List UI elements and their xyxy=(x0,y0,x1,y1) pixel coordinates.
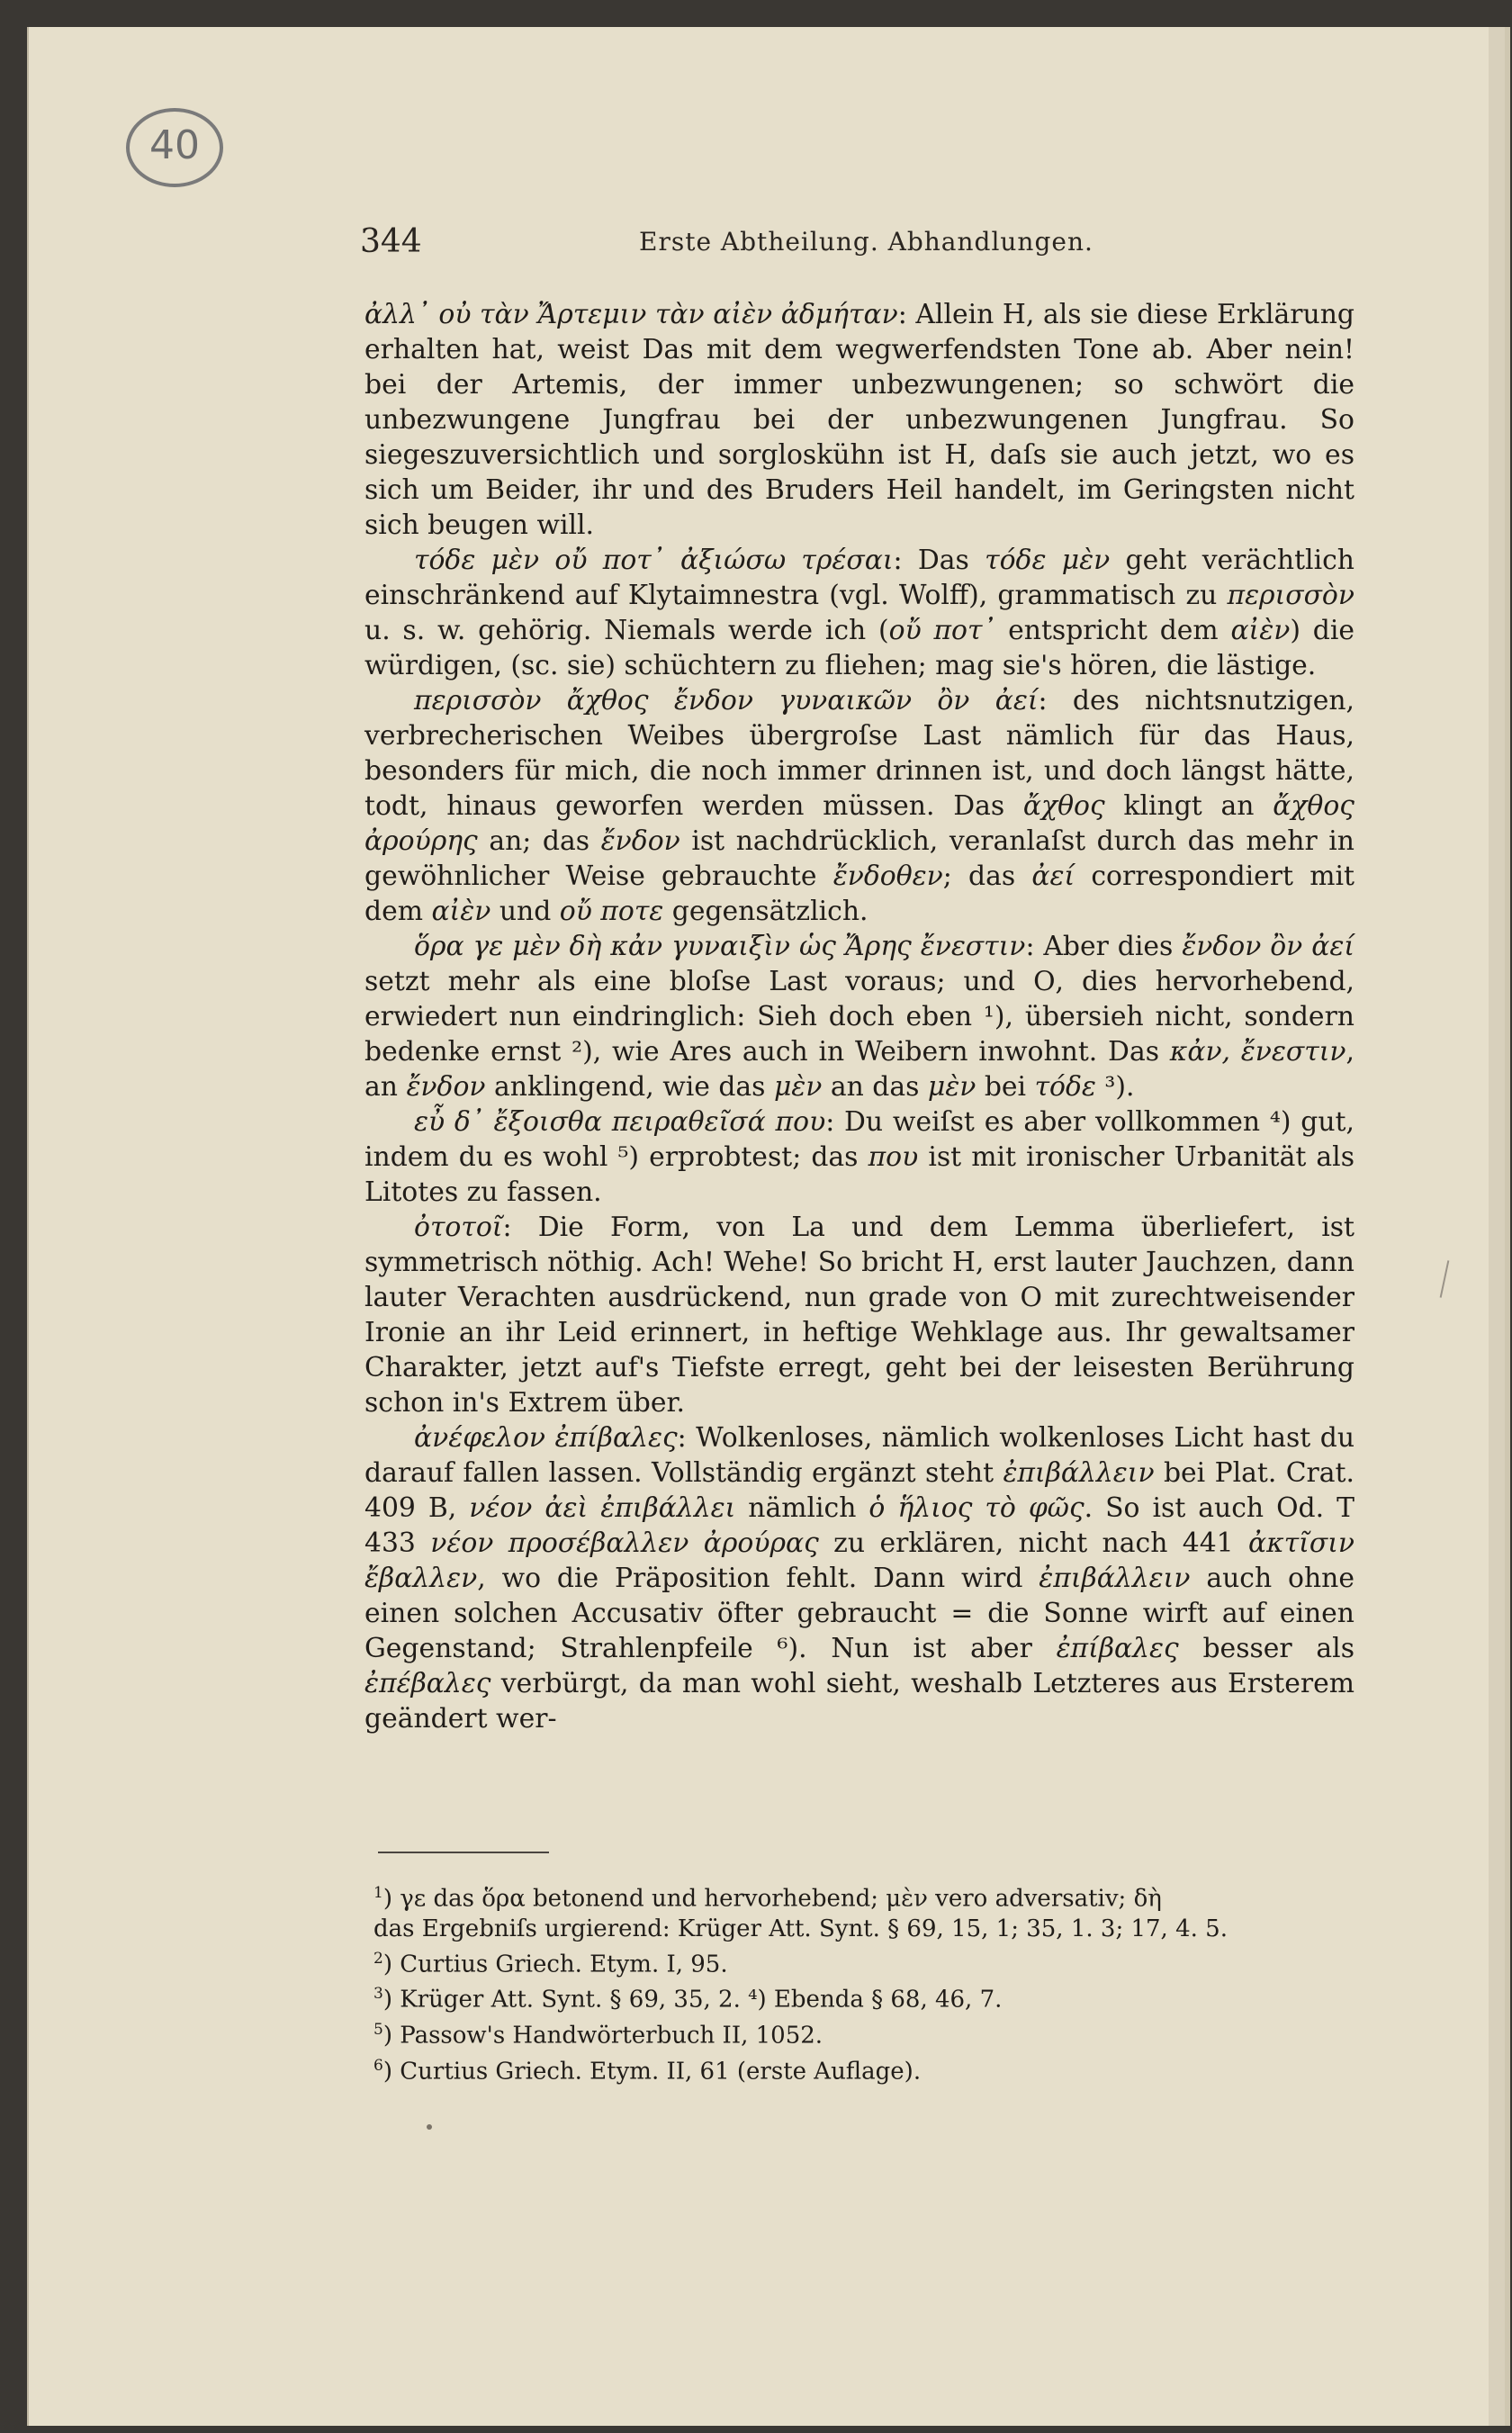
text-run: zu erklären, nicht nach 441 xyxy=(818,1527,1249,1559)
text-run: auch ohne einen solchen Accusativ öfter gebraucht = die Sonne wirft auf einen Gegenstand; Strahlenpfeile ⁶). Nun ist aber xyxy=(364,1563,1354,1664)
greek-lemma: περισσὸν xyxy=(1227,580,1354,611)
footnote: $^1$) γε das ὅρα betonend und hervorhebend; μὲν vero adversativ; δὴ xyxy=(374,1884,1162,1913)
text-run: ) die würdigen, (sc. sie) schüchtern zu fliehen; mag sie's hören, die lästige. xyxy=(364,615,1354,681)
page-number: 344 xyxy=(360,223,422,260)
text-run: entspricht dem xyxy=(995,615,1231,646)
text-run: nämlich xyxy=(735,1492,869,1524)
text-run: setzt mehr als eine bloſse Last voraus; und Ο, dies hervorhebend, erwiedert nun eindringlich: Sieh doch eben ¹), übersieh nicht, sondern bedenke ernst ²), wie Ares auch in Weibern inwohnt. Das xyxy=(364,966,1354,1068)
text-run: . So ist auch Od. T 433 xyxy=(364,1492,1354,1559)
paragraph xyxy=(364,1420,1354,1736)
text-run: : Wolkenloses, nämlich wolkenloses Licht hast du darauf fallen lassen. Vollständig ergänzt steht xyxy=(364,1422,1355,1489)
text-run: ³). xyxy=(1095,1071,1135,1103)
greek-lemma: ὁ ἥλιος τὸ φῶς xyxy=(868,1492,1084,1524)
text-run: , wo die Präposition fehlt. Dann wird xyxy=(477,1563,1040,1594)
greek-lemma: ἔνδον xyxy=(600,825,680,857)
greek-lemma: ἀλλ᾽ οὐ τὰν Ἄρτεμιν τὰν αἰὲν ἀδμήταν xyxy=(364,299,898,330)
greek-lemma: τόδε xyxy=(1034,1071,1096,1103)
footnote-number: 2 xyxy=(374,1949,383,1968)
greek-lemma: ἀκτῖσιν ἔβαλλεν xyxy=(364,1527,1354,1594)
greek-lemma: τόδε μὲν οὔ ποτ᾽ ἀξιώσω τρέσαι xyxy=(414,545,894,576)
footnote-text: Krüger Att. Synt. § 69, 35, 2. ⁴) Ebenda § 68, 46, 7. xyxy=(400,1986,1003,2014)
greek-lemma: ἐπιβάλλειν xyxy=(1039,1563,1191,1594)
text-run: an das xyxy=(822,1071,928,1103)
greek-lemma: ἐπέβαλες xyxy=(364,1668,491,1699)
footnote-rule xyxy=(378,1852,549,1853)
footnote: $^3$) Krüger Att. Synt. § 69, 35, 2. ⁴) Ebenda § 68, 46, 7. xyxy=(374,1985,1003,2014)
text-run: geht verächtlich einschränkend auf Klytaimnestra (vgl. Wolff), grammatisch zu xyxy=(364,545,1354,611)
paragraph xyxy=(364,929,1354,1104)
paragraph xyxy=(364,297,1354,543)
footnote-text: Curtius Griech. Etym. II, 61 (erste Auflage). xyxy=(400,2058,922,2086)
greek-lemma: οὔ ποτε xyxy=(559,896,664,927)
text-run: ist mit ironischer Urbanität als Litotes zu fassen. xyxy=(364,1141,1354,1208)
footnote xyxy=(374,1915,1372,1944)
paragraph xyxy=(364,1210,1354,1420)
text-run: correspondiert mit dem xyxy=(364,861,1354,927)
footnote-number: 3 xyxy=(374,1985,383,2004)
text-run: anklingend, wie das xyxy=(485,1071,774,1103)
text-run: an; das xyxy=(477,825,601,857)
body-text xyxy=(364,297,1354,1736)
text-run: , an xyxy=(364,1036,1355,1103)
page-edge xyxy=(1489,27,1505,2426)
greek-lemma: αἰὲν xyxy=(1230,615,1291,646)
greek-lemma: ἔνδον ὂν ἀεί xyxy=(1182,931,1355,962)
footnote: $^2$) Curtius Griech. Etym. I, 95. xyxy=(374,1949,728,1978)
text-run: gegensätzlich. xyxy=(663,896,868,927)
footnote-text: Passow's Handwörterbuch II, 1052. xyxy=(400,2022,824,2050)
greek-lemma: μὲν xyxy=(773,1071,823,1103)
text-run: : Das xyxy=(893,545,986,576)
greek-lemma: ἐπίβαλες xyxy=(1056,1633,1179,1664)
footnote-text: Curtius Griech. Etym. I, 95. xyxy=(400,1951,728,1978)
text-run: : Du weiſst es aber vollkommen ⁴) gut, indem du es wohl ⁵) erprobtest; das xyxy=(364,1106,1355,1173)
greek-lemma: ἄχθος ἀρούρης xyxy=(364,790,1354,857)
footnote: $^6$) Curtius Griech. Etym. II, 61 (erste Auflage). xyxy=(374,2056,922,2086)
paragraph xyxy=(364,1104,1354,1210)
footnote-text: γε das ὅρα betonend und hervorhebend; μὲν vero adversativ; δὴ xyxy=(400,1885,1162,1913)
text-run: ; das xyxy=(942,861,1032,892)
pencil-margin-mark xyxy=(1440,1260,1450,1297)
greek-lemma: ἄχθος xyxy=(1022,790,1105,822)
greek-lemma: ὀτοτοῖ xyxy=(414,1212,503,1243)
greek-lemma: ἀεί xyxy=(1031,861,1076,892)
greek-lemma: ἔνδοθεν xyxy=(832,861,943,892)
page-header xyxy=(333,218,1368,263)
text-run: verbürgt, da man wohl sieht, weshalb Letzteres aus Ersterem geändert wer- xyxy=(364,1668,1354,1735)
footnote-number: 5 xyxy=(374,2020,383,2039)
text-run: klingt an xyxy=(1104,790,1274,822)
greek-lemma: κἀν, ἔνεστιν xyxy=(1169,1036,1346,1068)
text-run: : des nichtsnutzigen, verbrecherischen Weibes übergroſse Last nämlich für das Haus, besonders für mich, die noch immer drinnen ist, und doch längst hätte, todt, hinaus geworfen werden müssen. Das xyxy=(364,685,1354,822)
greek-lemma: που xyxy=(868,1141,919,1173)
greek-lemma: οὔ ποτ᾽ xyxy=(888,615,996,646)
greek-lemma: νέον προσέβαλλεν ἀρούρας xyxy=(430,1527,819,1559)
text-run: u. s. w. gehörig. Niemals werde ich ( xyxy=(364,615,889,646)
text-run: bei Plat. Crat. 409 B, xyxy=(364,1457,1354,1524)
archive-number-stamp: 40 xyxy=(126,108,223,187)
greek-lemma: περισσὸν ἄχθος ἔνδον γυναικῶν ὂν ἀεί xyxy=(414,685,1039,716)
text-run: ist nachdrücklich, veranlaſst durch das mehr in gewöhnlicher Weise gebrauchte xyxy=(364,825,1355,892)
footnote-text: das Ergebniſs urgierend: Krüger Att. Synt. § 69, 15, 1; 35, 1. 3; 17, 4. 5. xyxy=(374,1915,1228,1942)
paper-speck xyxy=(427,2124,432,2130)
greek-lemma: ἔνδον xyxy=(406,1071,486,1103)
text-run: bei xyxy=(976,1071,1035,1103)
text-run: besser als xyxy=(1178,1633,1354,1664)
running-head: Erste Abtheilung. Abhandlungen. xyxy=(639,227,1094,257)
greek-lemma: ἐπιβάλλειν xyxy=(1003,1457,1155,1489)
text-run: und xyxy=(490,896,560,927)
greek-lemma: τόδε μὲν xyxy=(985,545,1111,576)
footnotes xyxy=(374,1879,1372,2086)
greek-lemma: εὖ δ᾽ ἔξοισθα πειραθεῖσά που xyxy=(414,1106,826,1138)
greek-lemma: νέον ἀεὶ ἐπιβάλλει xyxy=(469,1492,736,1524)
greek-lemma: ἀνέφελον ἐπίβαλες xyxy=(414,1422,678,1454)
text-run: : Die Form, von La und dem Lemma überliefert, ist symmetrisch nöthig. Ach! Wehe! So bricht Η, erst lauter Jauchzen, dann lauter Verachten ausdrückend, nun grade von Ο mit zurechtweisender Ironie an ihr Leid erinnert, in heftige Wehklage aus. Ihr gewaltsamer Charakter, jetzt auf's Tiefste erregt, geht bei der leisesten Berührung schon in's Extrem über. xyxy=(364,1212,1354,1419)
footnote-number: 6 xyxy=(374,2056,383,2075)
greek-lemma: μὲν xyxy=(927,1071,976,1103)
paragraph xyxy=(364,683,1354,929)
text-run: : Allein Η, als sie diese Erklärung erhalten hat, weist Das mit dem wegwerfendsten Tone ab. Aber nein! bei der Artemis, der immer unbezwungenen; so schwört die unbezwungene Jungfrau bei der unbezwungenen Jungfrau. So siegeszuversichtlich und sorgloskühn ist Η, daſs sie auch jetzt, wo es sich um Beider, ihr und des Bruders Heil handelt, im Geringsten nicht sich beugen will. xyxy=(364,299,1354,541)
greek-lemma: αἰὲν xyxy=(431,896,491,927)
footnote: $^5$) Passow's Handwörterbuch II, 1052. xyxy=(374,2020,824,2050)
greek-lemma: ὅρα γε μὲν δὴ κἀν γυναιξὶν ὡς Ἄρης ἔνεστιν xyxy=(414,931,1026,962)
text-run: : Aber dies xyxy=(1025,931,1183,962)
footnote-number: 1 xyxy=(374,1884,383,1902)
paragraph xyxy=(364,543,1354,683)
